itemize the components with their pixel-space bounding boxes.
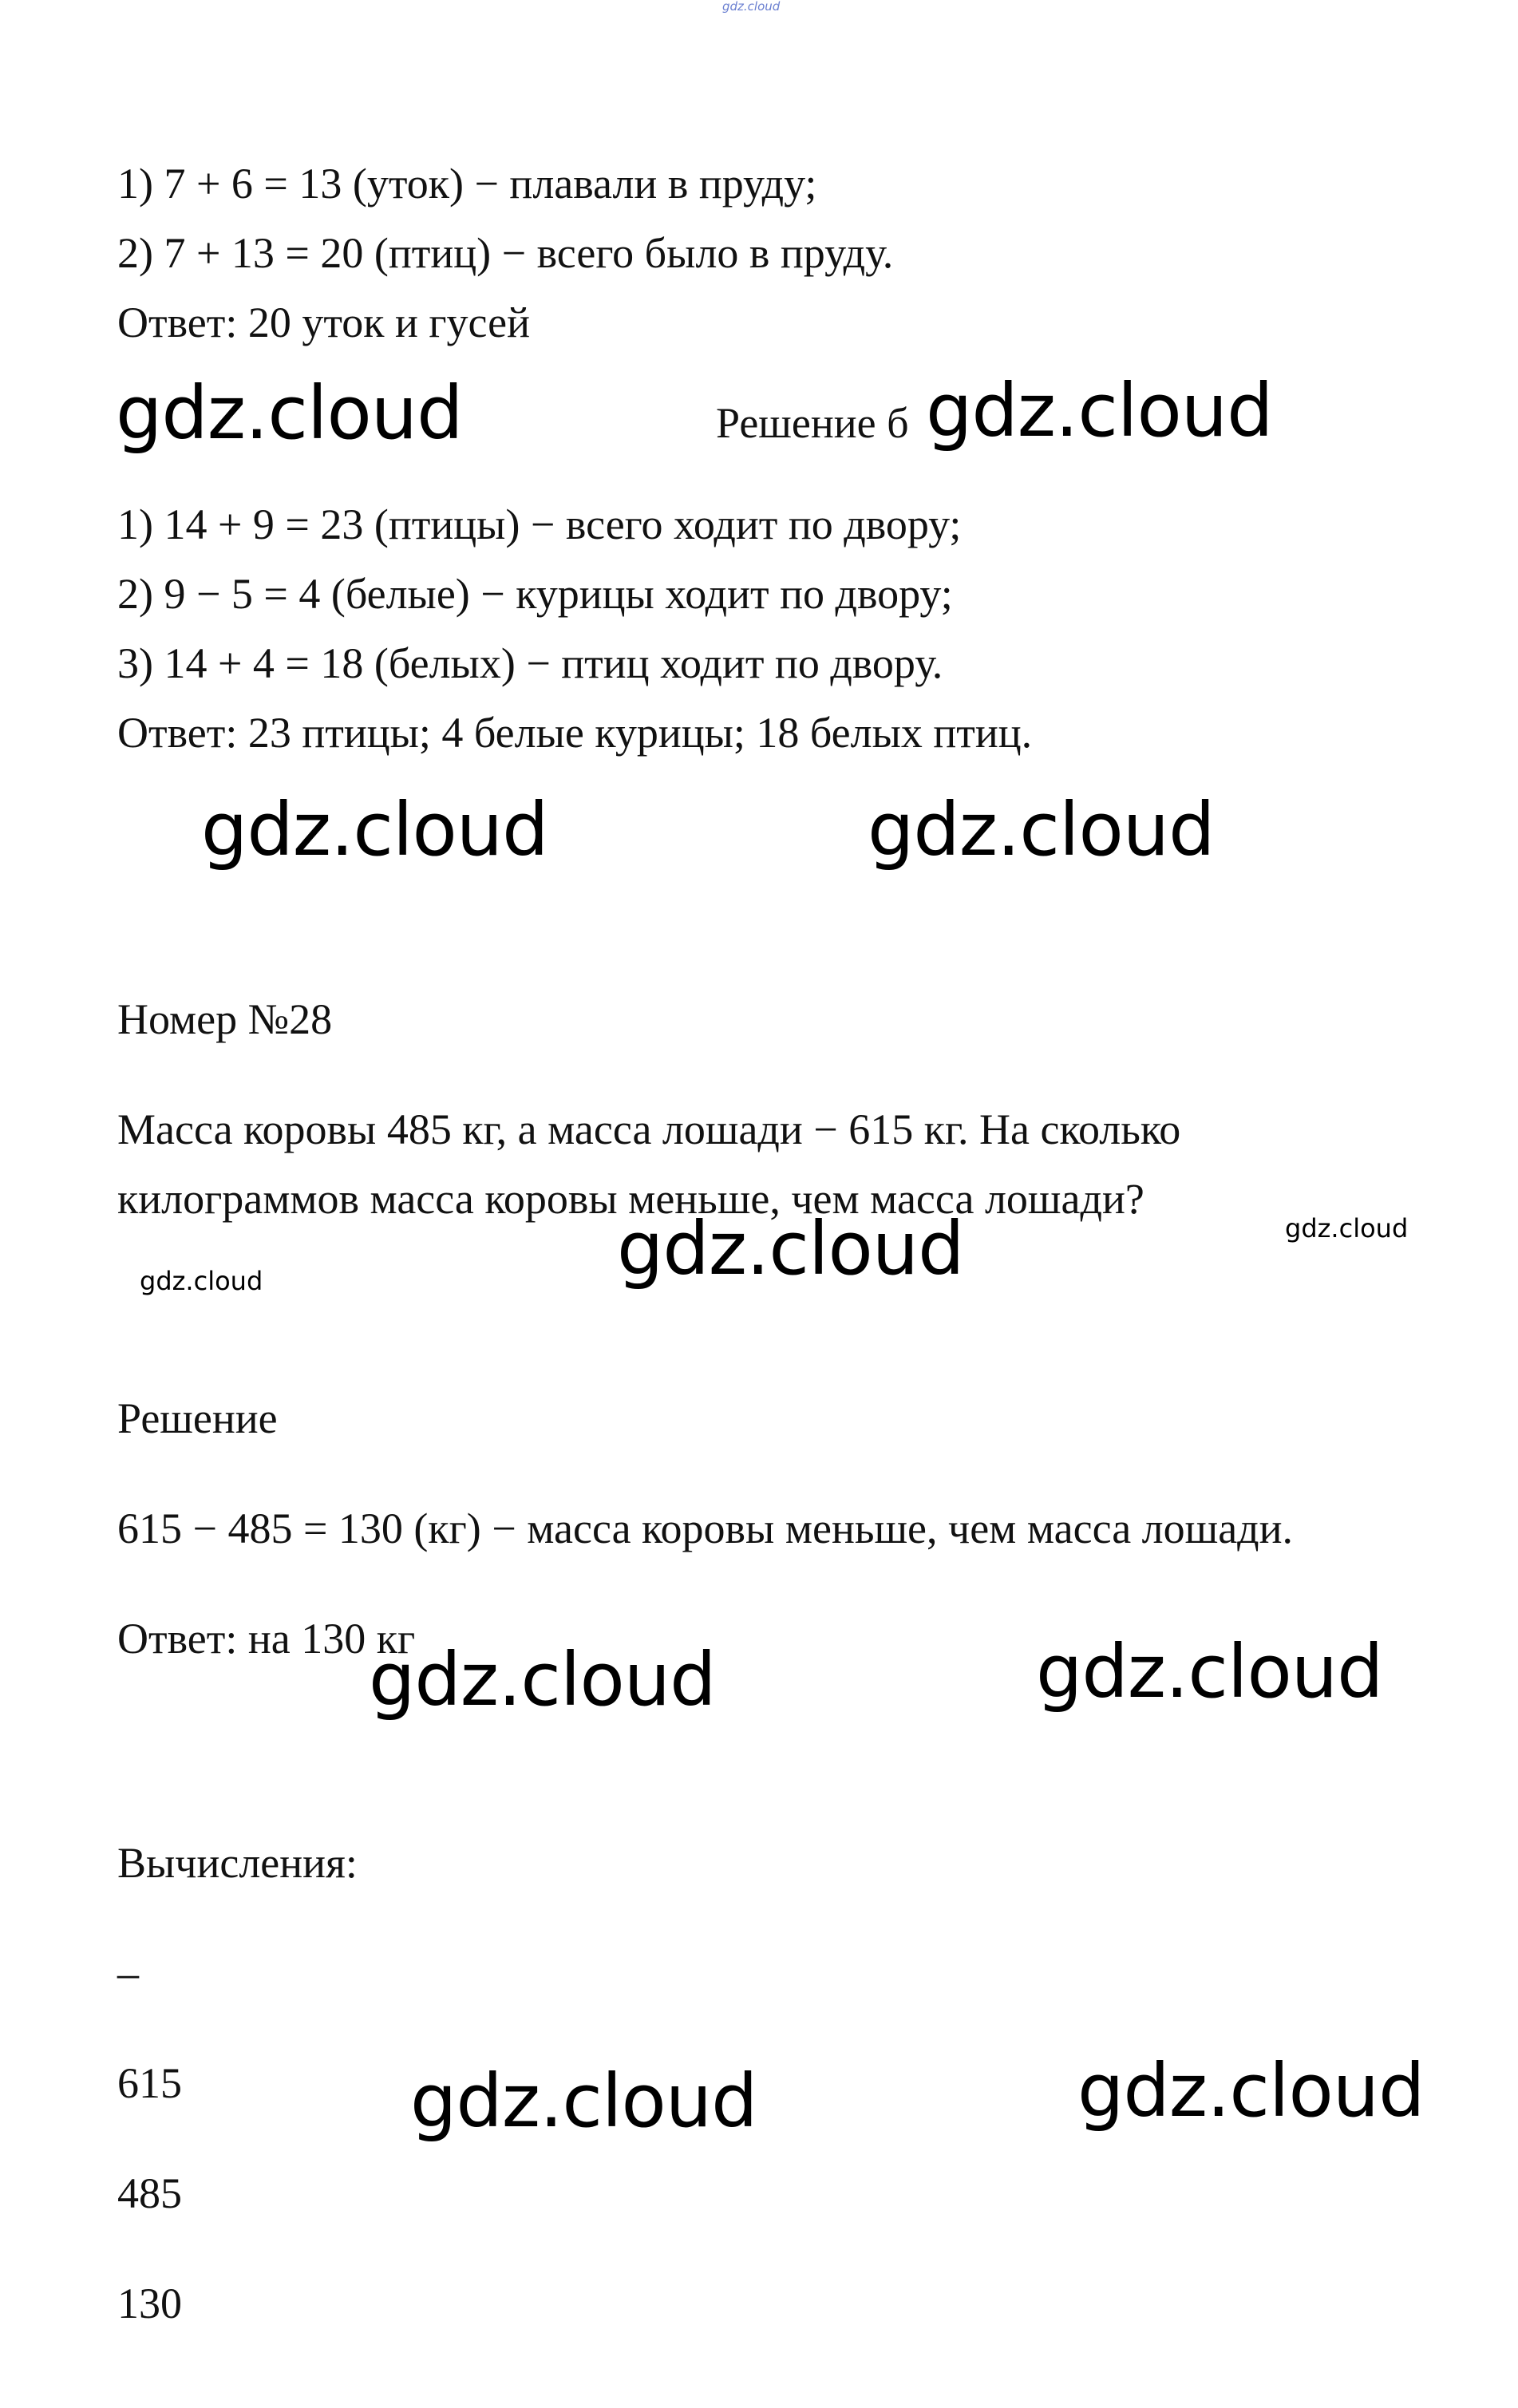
calc-result: 130 [117, 2279, 182, 2327]
problem-statement-line-1: Масса коровы 485 кг, а масса лошади − 615 кг. На сколько [117, 1105, 1181, 1153]
calc-heading: Вычисления: [117, 1839, 358, 1887]
watermark: gdz.cloud [926, 368, 1273, 453]
part-a-answer: Ответ: 20 уток и гусей [117, 299, 531, 346]
part-b-answer: Ответ: 23 птицы; 4 белые курицы; 18 белых птиц. [117, 709, 1033, 757]
watermark-small: gdz.cloud [140, 1266, 263, 1296]
watermark: gdz.cloud [369, 1637, 716, 1722]
part-a-step-2: 2) 7 + 13 = 20 (птиц) − всего было в пруду. [117, 229, 894, 277]
part-b-heading: Решение б [716, 399, 909, 447]
watermark: gdz.cloud [410, 2058, 757, 2144]
watermark: gdz.cloud [1036, 1629, 1383, 1714]
solution-expression: 615 − 485 = 130 (кг) − масса коровы меньше, чем масса лошади. [117, 1505, 1294, 1552]
watermark: gdz.cloud [617, 1206, 964, 1291]
part-b-step-3: 3) 14 + 4 = 18 (белых) − птиц ходит по двору. [117, 639, 943, 687]
calc-minus-sign: – [117, 1949, 139, 1997]
problem-title: Номер №28 [117, 995, 333, 1043]
calc-minuend: 615 [117, 2059, 182, 2107]
solution-answer: Ответ: на 130 кг [117, 1615, 416, 1663]
watermark-small: gdz.cloud [1285, 1213, 1409, 1244]
solution-heading: Решение [117, 1394, 278, 1442]
part-a-step-1: 1) 7 + 6 = 13 (уток) − плавали в пруду; [117, 160, 817, 208]
watermark: gdz.cloud [116, 370, 463, 456]
part-b-step-1: 1) 14 + 9 = 23 (птицы) − всего ходит по двору; [117, 500, 962, 548]
watermark: gdz.cloud [201, 787, 548, 872]
watermark: gdz.cloud [1077, 2048, 1425, 2133]
top-watermark: gdz.cloud [722, 0, 781, 14]
problem-statement-line-2: килограммов масса коровы меньше, чем масса лошади? [117, 1175, 1144, 1223]
watermark: gdz.cloud [868, 787, 1215, 872]
part-b-step-2: 2) 9 − 5 = 4 (белые) − курицы ходит по двору; [117, 570, 953, 618]
calc-subtrahend: 485 [117, 2169, 182, 2217]
